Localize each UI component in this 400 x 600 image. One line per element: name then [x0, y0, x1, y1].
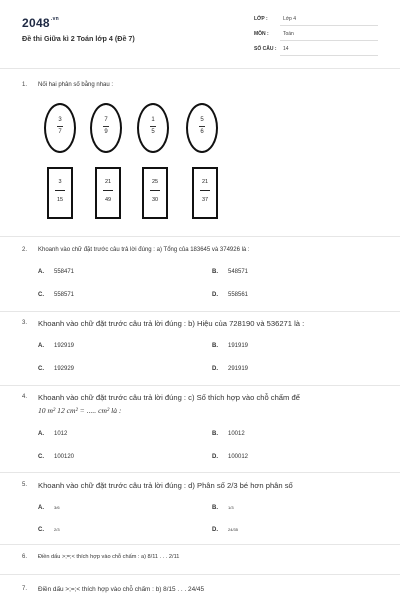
question-divider	[0, 385, 400, 386]
question-divider	[0, 574, 400, 575]
answer-option-c[interactable]: C. 558571	[38, 292, 75, 298]
meta-value-subject: Toán	[283, 31, 294, 37]
site-logo[interactable]: $2048^{.vn}$	[22, 16, 60, 30]
page-title: Đề thi Giữa kì 2 Toán lớp 4 (Đề 7)	[22, 34, 135, 43]
fraction-oval[interactable]: 5 6	[186, 103, 218, 153]
question-number: 1.	[22, 82, 28, 88]
header-divider	[0, 68, 400, 69]
answer-option-a[interactable]: A. 1012	[38, 431, 68, 437]
question-text: Điền dấu >;=;< thích hợp vào chỗ chấm : a) 8/11 . . . 2/11	[38, 554, 180, 560]
answer-option-b[interactable]: B. 10012	[212, 431, 245, 437]
question-divider	[0, 544, 400, 545]
question-divider	[0, 236, 400, 237]
fraction-box[interactable]: 3 15	[47, 167, 73, 219]
meta-label-class: LỚP :	[254, 16, 268, 22]
answer-option-a[interactable]: A. 558471	[38, 269, 75, 275]
meta-label-count: SỐ CÂU :	[254, 46, 277, 52]
question-text: Điền dấu >;=;< thích hợp vào chỗ chấm : b) 8/15 . . . 24/45	[38, 586, 205, 593]
fraction-oval[interactable]: 7 9	[90, 103, 122, 153]
answer-option-c[interactable]: C. 2/3	[38, 527, 60, 533]
fraction-box[interactable]: 25 30	[142, 167, 168, 219]
question-text: Khoanh vào chữ đặt trước câu trả lời đúng : b) Hiệu của 728190 và 536271 là :	[38, 319, 305, 328]
answer-option-a[interactable]: A. 192919	[38, 343, 75, 349]
answer-option-d[interactable]: D. 558561	[212, 292, 249, 298]
meta-value-count: 14	[283, 46, 289, 52]
answer-option-d[interactable]: D. 24/35	[212, 527, 239, 533]
question-text: Khoanh vào chữ đặt trước câu trả lời đúng : c) Số thích hợp vào chỗ chấm để	[38, 393, 300, 402]
answer-option-c[interactable]: C. 100120	[38, 454, 75, 460]
meta-divider	[280, 40, 378, 41]
question-text-equation: 10 m² 12 cm² = ..... cm² là :	[38, 406, 122, 415]
answer-option-d[interactable]: D. 291919	[212, 366, 249, 372]
question-text: Khoanh vào chữ đặt trước câu trả lời đúng : a) Tổng của 183645 và 374926 là :	[38, 247, 250, 253]
page-header	[0, 0, 400, 68]
question-number: 7.	[22, 586, 28, 592]
question-divider	[0, 311, 400, 312]
question-number: 6.	[22, 554, 28, 560]
answer-option-b[interactable]: B. 548571	[212, 269, 249, 275]
meta-value-class: Lớp 4	[283, 16, 297, 22]
answer-option-a[interactable]: A. 3/6	[38, 505, 60, 511]
answer-option-d[interactable]: D. 100012	[212, 454, 249, 460]
question-divider	[0, 472, 400, 473]
fraction-oval[interactable]: 1 5	[137, 103, 169, 153]
question-text: Nối hai phân số bằng nhau :	[38, 82, 114, 88]
meta-divider	[280, 25, 378, 26]
answer-option-b[interactable]: B. 191919	[212, 343, 249, 349]
question-text: Khoanh vào chữ đặt trước câu trả lời đúng : d) Phân số 2/3 bé hơn phân số	[38, 481, 293, 490]
fraction-box[interactable]: 21 37	[192, 167, 218, 219]
question-number: 2.	[22, 247, 28, 253]
question-number: 3.	[22, 320, 28, 326]
meta-divider	[280, 55, 378, 56]
answer-option-c[interactable]: C. 192929	[38, 366, 75, 372]
fraction-box[interactable]: 21 49	[95, 167, 121, 219]
meta-label-subject: MÔN :	[254, 31, 269, 37]
question-number: 5.	[22, 482, 28, 488]
answer-option-b[interactable]: B. 1/3	[212, 505, 234, 511]
question-number: 4.	[22, 394, 28, 400]
fraction-oval[interactable]: 3 7	[44, 103, 76, 153]
